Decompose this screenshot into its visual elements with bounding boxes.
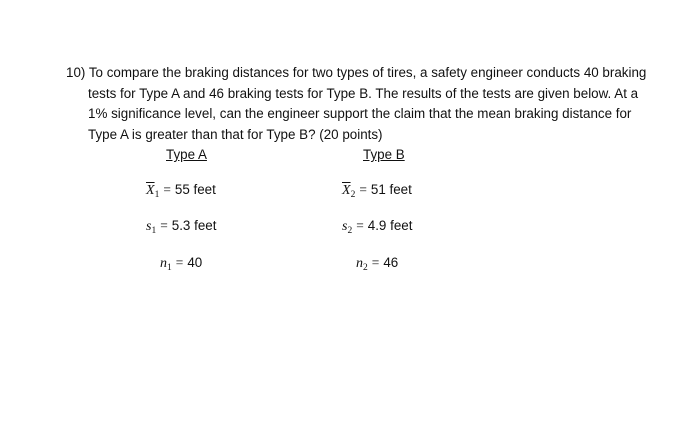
type-a-heading: Type A [166, 147, 207, 162]
question-text [66, 63, 666, 145]
question-number: 10) [66, 65, 86, 80]
question-line-1: 10) To compare the braking distances for two types of tires, a safety engineer conducts 40 braking [66, 65, 647, 80]
type-b-heading: Type B [363, 147, 405, 162]
type-a-mean: $\overline{X}_1 = 55$ feet [146, 182, 216, 200]
type-b-sd: $s_2 = 4.9$ feet [342, 218, 413, 236]
question-line-3: 1% significance level, can the engineer support the claim that the mean braking distance for [88, 106, 632, 121]
type-b-n: $n_2 = 46$ [356, 255, 399, 273]
question-line-4: Type A is greater than that for Type B? (20 points) [88, 126, 383, 142]
type-a-n: $n_1 = 40$ [160, 255, 203, 273]
question-line-2: tests for Type A and 46 braking tests for Type B. The results of the tests are given below. At a [88, 85, 639, 101]
type-b-mean: $\overline{X}_2 = 51$ feet [342, 182, 412, 200]
type-a-sd: $s_1 = 5.3$ feet [146, 218, 217, 236]
